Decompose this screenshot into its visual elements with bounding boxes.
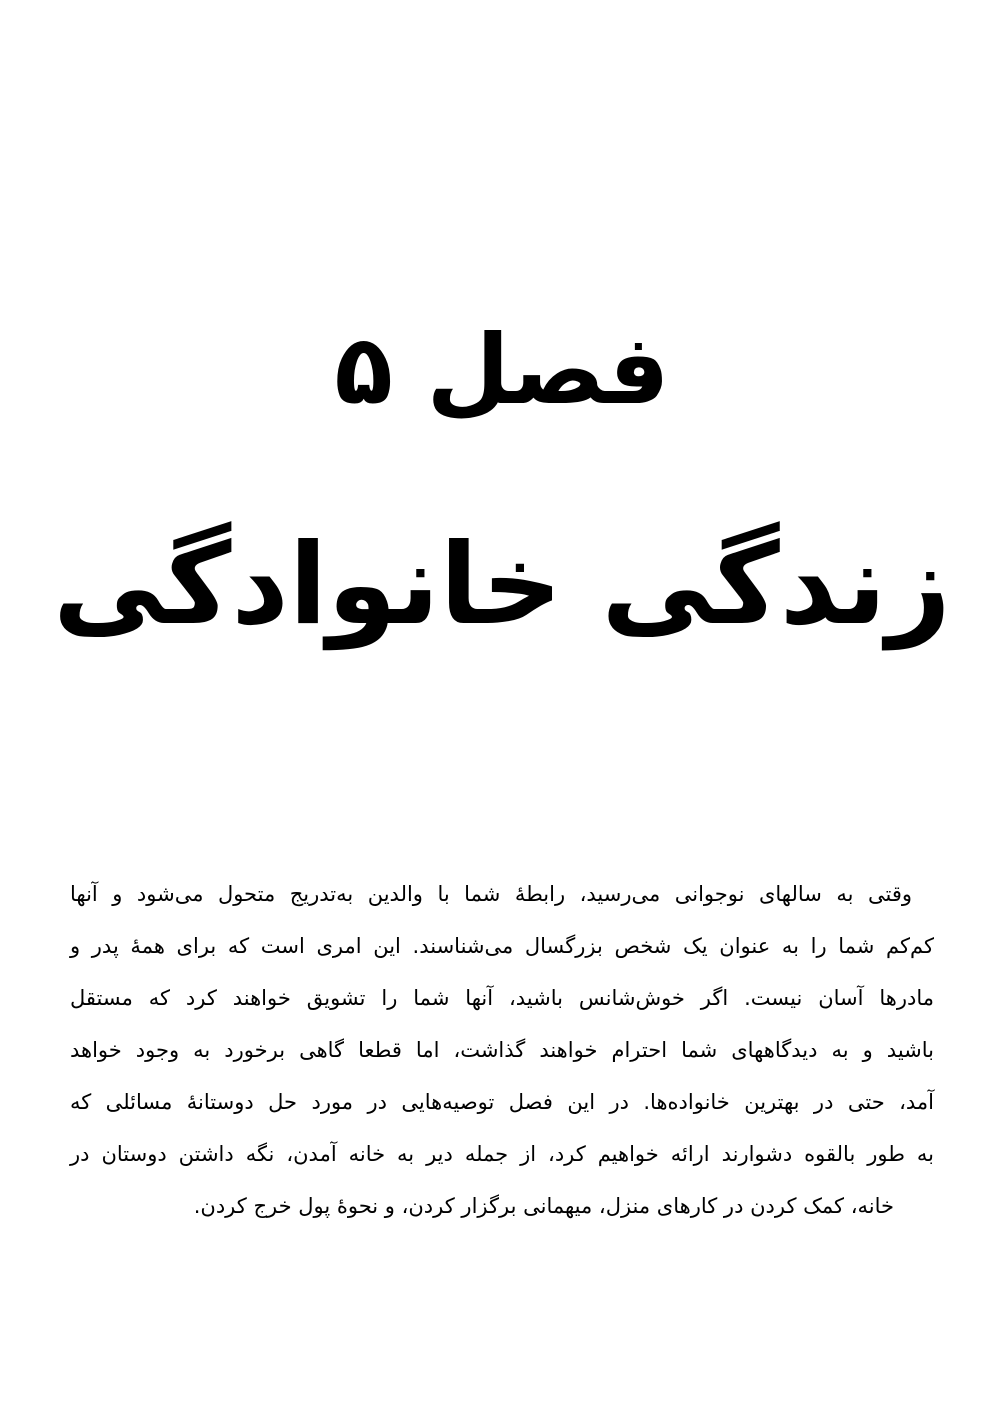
- chapter-number-heading: فصل ۵: [334, 314, 670, 426]
- chapter-intro-paragraph: [70, 868, 934, 1232]
- paragraph-line: به طور بالقوه دشوارند ارائه خواهیم کرد، از جمله دیر به خانه آمدن، نگه داشتن دوستان در: [70, 1142, 934, 1166]
- paragraph-line: وقتی به سالهای نوجوانی می‌رسید، رابطهٔ شما با والدین به‌تدریج متحول می‌شود و آنها: [70, 882, 912, 906]
- chapter-title-heading: زندگی خانوادگی: [52, 520, 952, 650]
- paragraph-line: خانه، کمک کردن در کارهای منزل، میهمانی برگزار کردن، و نحوهٔ پول خرج کردن.: [193, 1194, 894, 1218]
- paragraph-line: کم‌کم شما را به عنوان یک شخص بزرگسال می‌شناسند. این امری است که برای همهٔ پدر و: [70, 934, 934, 958]
- paragraph-line: باشید و به دیدگاههای شما احترام خواهند گذاشت، اما قطعا گاهی برخورد به وجود خواهد: [70, 1038, 934, 1062]
- paragraph-line: مادرها آسان نیست. اگر خوش‌شانس باشید، آنها شما را تشویق خواهند کرد که مستقل: [70, 986, 934, 1010]
- paragraph-line: آمد، حتی در بهترین خانواده‌ها. در این فصل توصیه‌هایی در مورد حل دوستانهٔ مسائلی که: [70, 1090, 934, 1114]
